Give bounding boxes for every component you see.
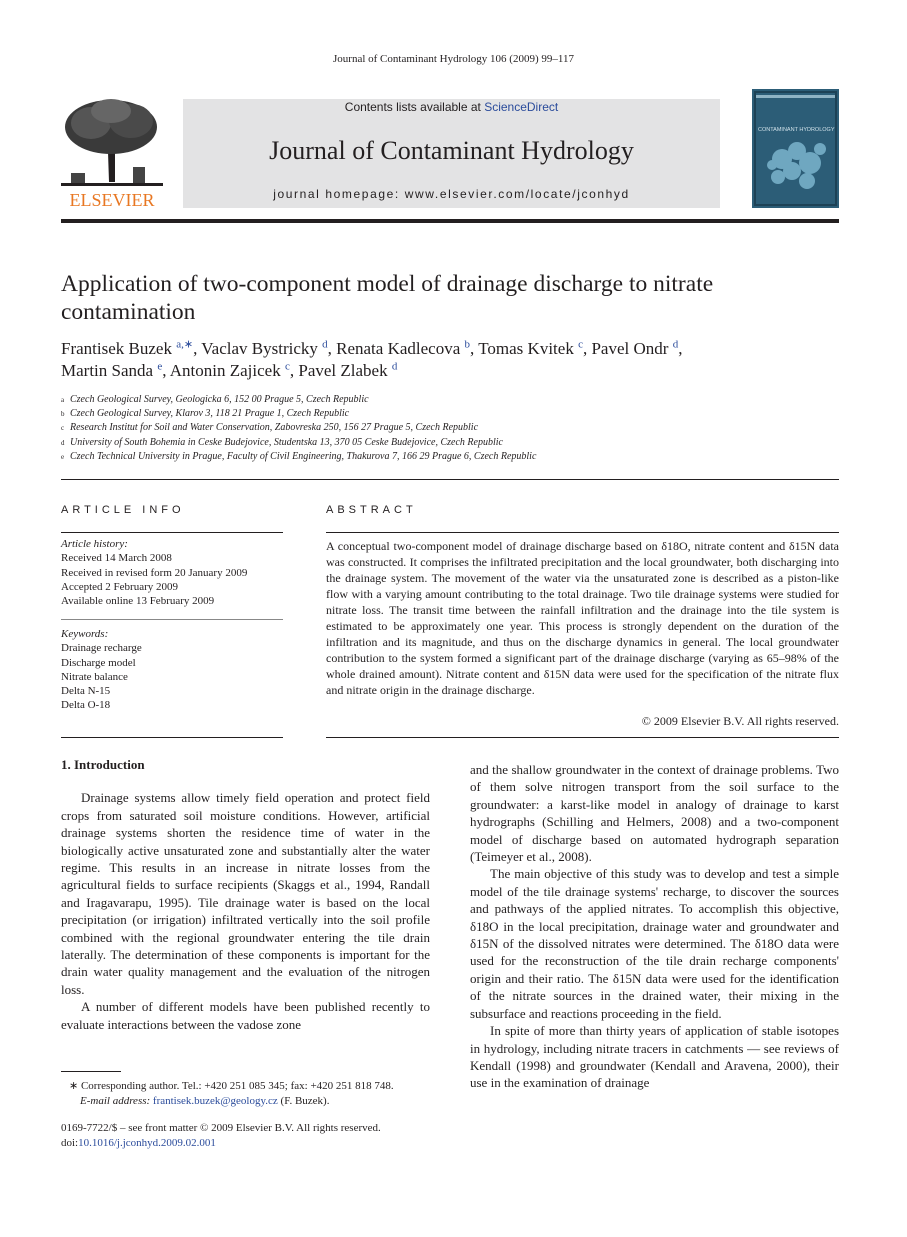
history-item: Received 14 March 2008 (61, 552, 172, 565)
elsevier-logo (61, 97, 163, 209)
section-rule (61, 479, 839, 480)
article-history: Article history: Received 14 March 2008 Received in revised form 20 January 2009 Accepted 2 February 2009 Available online 13 February 2009 (61, 537, 283, 608)
affiliation: a Czech Geological Survey, Geologicka 6, 152 00 Prague 5, Czech Republic (61, 394, 369, 405)
cover-title: CONTAMINANT HYDROLOGY (758, 127, 835, 133)
history-item: Received in revised form 20 January 2009 (61, 566, 248, 579)
author-affiliation-mark[interactable]: d (322, 338, 328, 351)
corresponding-author: ∗ Corresponding author. Tel.: +420 251 085 345; fax: +420 251 818 748. (69, 1080, 394, 1092)
abstract-rule (326, 532, 839, 533)
affiliations (61, 393, 839, 464)
article-title: Application of two-component model of drainage discharge to nitrate contamination (61, 271, 714, 325)
keyword: Drainage recharge (61, 642, 142, 655)
keyword: Discharge model (61, 656, 136, 669)
journal-title: Journal of Contaminant Hydrology (269, 136, 634, 165)
info-rule (61, 532, 283, 533)
elsevier-wordmark: ELSEVIER (69, 190, 155, 209)
author-affiliation-mark[interactable]: e (157, 360, 163, 373)
abstract-label: ABSTRACT (326, 504, 417, 516)
author-affiliation-mark[interactable]: d (672, 338, 679, 351)
author-list (61, 338, 839, 382)
footnote-rule (61, 1071, 121, 1072)
body-paragraph: The main objective of this study was to develop and test a simple model of the tile drainage systems' recharge, to discover the sources and pathways of the applied nitrates. To accomplish this objective, δ18O in the local precipitation, drainage water and groundwater and δ15N of the dissolved nitrates were determined. The δ18O data were used for the reconstruction of the tile drain recharge components' origin and their ratio. The δ15N data were used for the identification of the nitrate sources in the drained water, their mixing in the subsurface and reactions proceeding in the field. (470, 866, 839, 1021)
header-rule (61, 219, 839, 223)
author: Pavel Zlabek $^d$ (298, 360, 398, 380)
elsevier-tree-icon (61, 97, 163, 209)
keyword: Delta O-18 (61, 699, 111, 712)
history-item: Accepted 2 February 2009 (61, 580, 178, 593)
body-paragraph: A number of different models have been published recently to evaluate interactions between the vadose zone (61, 999, 430, 1032)
author: Renata Kadlecova $^b$, (336, 338, 479, 358)
author: Pavel Ondr $^d$, (591, 338, 683, 358)
keywords: Keywords: Drainage recharge Discharge model Nitrate balance Delta N-15 Delta O-18 (61, 627, 283, 713)
body-column-right (470, 761, 839, 1092)
author: Frantisek Buzek $^{a,∗}$, (61, 338, 202, 358)
author-affiliation-mark[interactable]: d (391, 360, 398, 373)
author-affiliation-mark[interactable]: a,∗ (176, 338, 194, 351)
keyword: Delta N-15 (61, 685, 111, 698)
info-bottom-rule (61, 737, 283, 738)
body-paragraph: In spite of more than thirty years of application of stable isotopes in hydrology, including nitrate tracers in catchments — see reviews of Kendall (1998) and groundwater (Kendall and Aravena, 2000), their use in the examination of drainage (470, 1023, 839, 1091)
issn-line: 0169-7722/$ – see front matter © 2009 Elsevier B.V. All rights reserved. (61, 1122, 381, 1134)
contents-line: Contents lists available at ScienceDirect (344, 100, 559, 114)
abstract-copyright: © 2009 Elsevier B.V. All rights reserved. (641, 714, 839, 728)
keyword: Nitrate balance (61, 670, 128, 683)
author: Martin Sanda $^e$, (61, 360, 170, 380)
journal-reference: Journal of Contaminant Hydrology 106 (2009) 99–117 (333, 53, 574, 65)
page-footer: 0169-7722/$ – see front matter © 2009 Elsevier B.V. All rights reserved. doi:10.1016/j.jconhyd.2009.02.001 (61, 1121, 461, 1151)
info-divider (61, 619, 283, 620)
abstract-bottom-rule (326, 737, 839, 738)
affiliation: b Czech Geological Survey, Klarov 3, 118 21 Prague 1, Czech Republic (61, 408, 350, 420)
author-affiliation-mark[interactable]: c (578, 338, 583, 351)
author-affiliation-mark[interactable]: c (284, 360, 290, 373)
journal-homepage[interactable]: journal homepage: www.elsevier.com/locate/jconhyd (273, 187, 630, 201)
affiliation: e Czech Technical University in Prague, Faculty of Civil Engineering, Thakurova 7, 166 29 Prague 6, Czech Republic (61, 450, 537, 462)
author: Tomas Kvitek $^c$, (478, 338, 592, 358)
section-heading: 1. Introduction (61, 757, 145, 772)
body-paragraph: and the shallow groundwater in the context of drainage problems. Two of them solve nitrogen transport from the soil surface to the groundwater: a karst-like model in analogy of drainage to karst hydrographs (Schilling and Helmers, 2008) and a two-component model of discharge based on automated hydrograph separation (Teimeyer et al., 2008). (470, 762, 839, 865)
author: Antonin Zajicek $^c$, (169, 360, 299, 380)
footnote: ∗ Corresponding author. Tel.: +420 251 085 345; fax: +420 251 818 748. E-mail address: frantisek.buzek@geology.cz (F. Buzek). (61, 1079, 430, 1109)
body-column-left (61, 756, 430, 1033)
abstract-text: A conceptual two-component model of drainage discharge based on δ18O, nitrate content and δ15N data was constructed. It comprises the infiltrated precipitation and the local groundwater, both discharging into the drainage system. The movement of the water via the unsaturated zone is described as a piston-like flow with a varying amount contributing to the total drainage. Two tile drainage systems were studied for nitrate loss. The transit time between the rainfall infiltration and the drainage into the tile system is estimated to be approximately one year. This process is strongly dependent on the duration of the infiltration and its magnitude, and thus on the discharge dynamics in general. The local groundwater contribution to the system formed a significant part of the drainage discharge (varying as 65–98% of the whole drained amount). Nitrate content and δ15N data were used for the specification of the nitrate flux and nitrate origin in the drainage discharge. (326, 539, 839, 697)
history-item: Available online 13 February 2009 (61, 595, 215, 608)
author: Vaclav Bystricky $^d$, (201, 338, 337, 358)
journal-cover (752, 89, 839, 208)
sciencedirect-link[interactable]: ScienceDirect (484, 100, 559, 114)
affiliation: c Research Institut for Soil and Water Conservation, Zabovreska 250, 156 27 Prague 5, Czech Republic (61, 422, 479, 434)
body-paragraph: Drainage systems allow timely field operation and protect field crops from saturated soil moisture conditions. However, artificial drainage systems shorten the residence time of water in the biologically active unsaturated zone and substantially alter the water regime. This results in an increase in nitrate losses from the agricultural fields to surface recipients (Skaggs et al., 1994, Randall and Iragavarapu, 1995). Tile drainage water is based on the local precipitation (or irrigation) infiltrated vertically into the soil profile combined with the regional groundwater entering the tile drain laterally. The determination of these components is important for the drain water quality management and the evaluation of the nitrogen loss. (61, 790, 430, 997)
email-link[interactable]: frantisek.buzek@geology.cz (152, 1095, 278, 1107)
affiliation: d University of South Bohemia in Ceske Budejovice, Studentska 13, 370 05 Ceske Budejovice, Czech Republic (61, 436, 503, 448)
author-affiliation-mark[interactable]: b (464, 338, 471, 351)
journal-cover-image (752, 89, 839, 208)
doi-link[interactable]: 10.1016/j.jconhyd.2009.02.001 (78, 1137, 216, 1149)
article-info-label: ARTICLE INFO (61, 504, 185, 516)
